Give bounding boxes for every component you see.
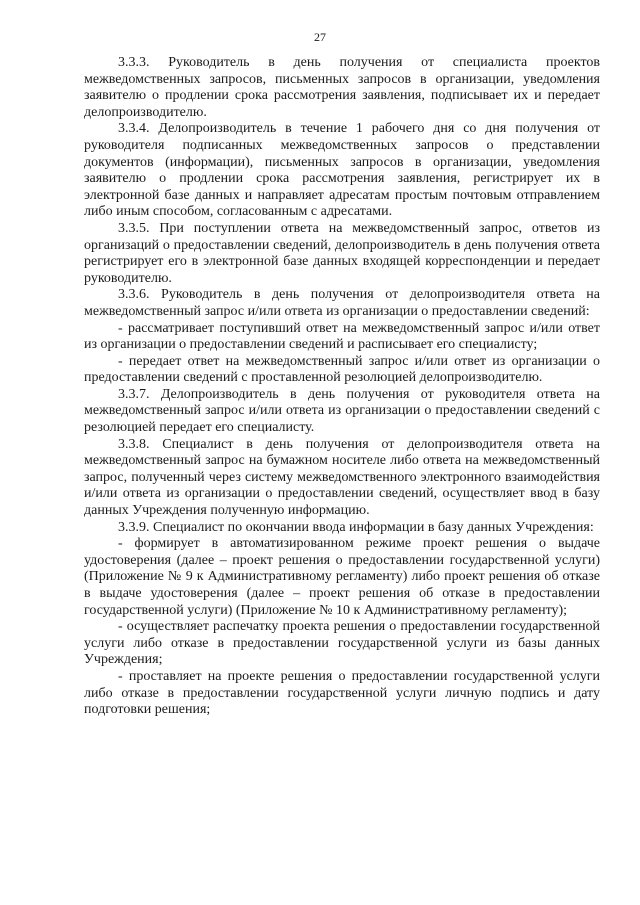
paragraph-3-3-4: 3.3.4. Делопроизводитель в течение 1 рабочего дня со дня получения от руководителя подписанных межведомственных запросов о представлении документов (информации), письменных запросов в организации, уведомления заявителю о продлении срока рассмотрения заявления, регистрирует их в электронной базе данных и направляет адресатам простым почтовым отправлением либо иным способом, согласованным с адресатами. <box>84 121 600 220</box>
page-number: 27 <box>314 30 326 44</box>
list-item: - осуществляет распечатку проекта решения о предоставлении государственной услуги либо отказе в предоставлении государственной услуги из базы данных Учреждения; <box>84 619 600 668</box>
list-item: - передает ответ на межведомственный запрос и/или ответ из организации о предоставлении сведений с проставленной резолюцией делопроизводителю. <box>84 353 600 386</box>
list-item: - формирует в автоматизированном режиме проект решения о выдаче удостоверения (далее – проект решения о предоставлении государственной услуги) (Приложение № 9 к Административному регламенту) либо проект решения об отказе в выдаче удостоверения (далее – проект решения об отказе в предоставлении государственной услуги) (Приложение № 10 к Административному регламенту); <box>84 536 600 618</box>
list-item: - проставляет на проекте решения о предоставлении государственной услуги либо отказе в предоставлении государственной услуги личную подпись и дату подготовки решения; <box>84 668 600 718</box>
paragraph-3-3-6: 3.3.6. Руководитель в день получения от делопроизводителя ответа на межведомственный запрос и/или ответа из организации о предоставлении сведений: <box>84 287 600 319</box>
paragraph-3-3-8: 3.3.8. Специалист в день получения от делопроизводителя ответа на межведомственный запрос на бумажном носителе либо ответа на межведомственный запрос, полученный через систему межведомственного электронного взаимодействия и/или ответа из организации о предоставлении сведений, осуществляет ввод в базу данных Учреждения полученную информацию. <box>84 436 600 519</box>
paragraph-3-3-5: 3.3.5. При поступлении ответа на межведомственный запрос, ответов из организаций о предоставлении сведений, делопроизводитель в день получения ответа регистрирует его в электронной базе данных входящей корреспонденции и передает руководителю. <box>84 220 600 286</box>
paragraph-3-3-7: 3.3.7. Делопроизводитель в день получения от руководителя ответа на межведомственный запрос и/или ответа из организации о предоставлении сведений с резолюцией передает его специалисту. <box>84 386 600 436</box>
document-body <box>84 55 600 719</box>
paragraph-3-3-3: 3.3.3. Руководитель в день получения от специалиста проектов межведомственных запросов, письменных запросов в организации, уведомления заявителю о продлении срока рассмотрения заявления, подписывает их и передает делопроизводителю. <box>84 55 600 120</box>
list-item: - рассматривает поступивший ответ на межведомственный запрос и/или ответ из организации о предоставлении сведений и расписывает его специалисту; <box>84 320 600 353</box>
paragraph-3-3-9: 3.3.9. Специалист по окончании ввода информации в базу данных Учреждения: <box>118 519 594 535</box>
